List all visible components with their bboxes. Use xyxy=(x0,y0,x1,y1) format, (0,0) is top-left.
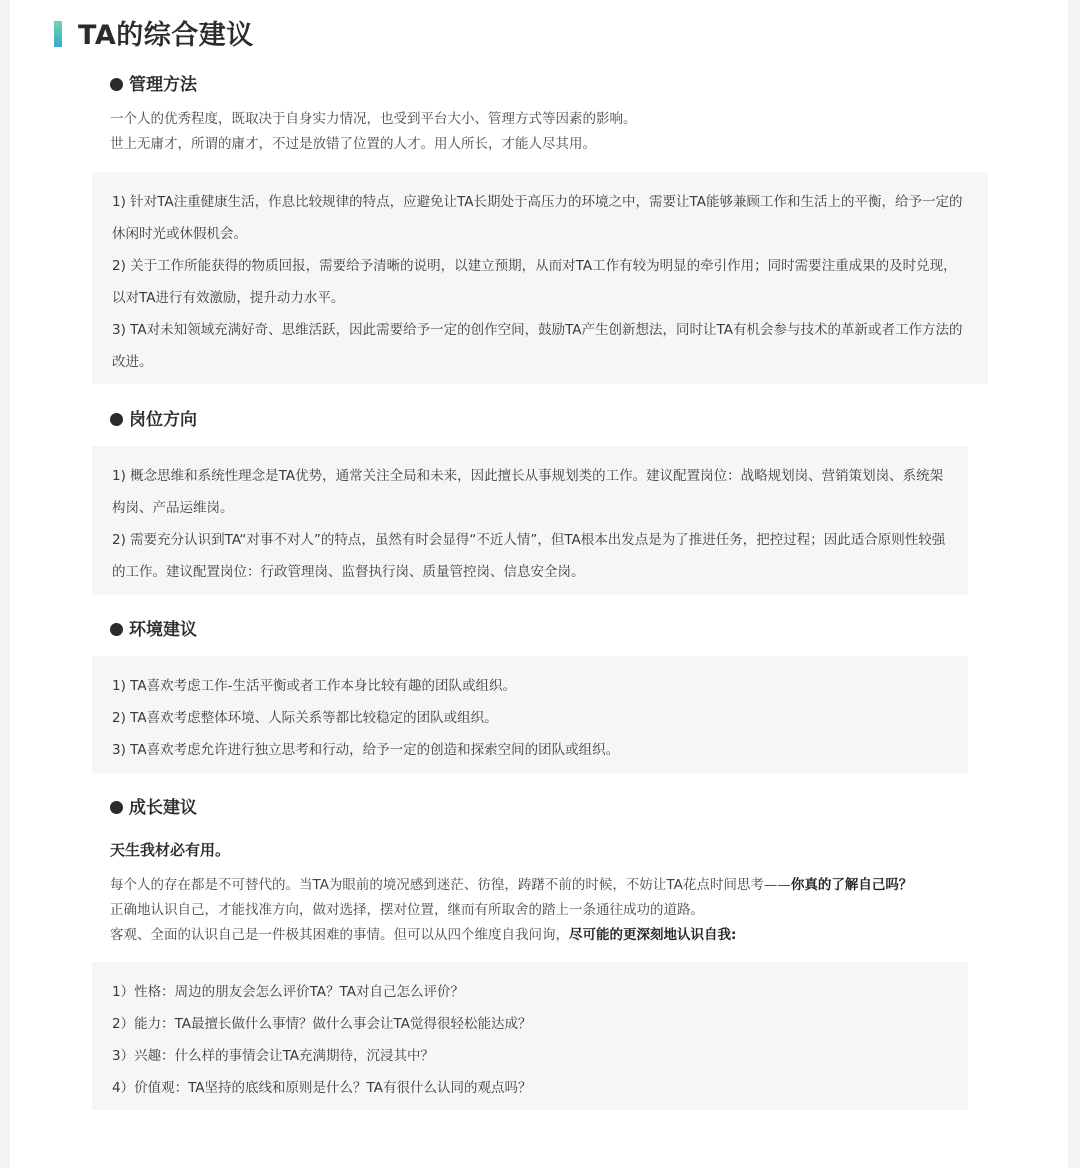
section-heading-growth xyxy=(110,795,197,821)
growth-questions-box xyxy=(92,962,968,1110)
list-item: 2）能力：TA最擅长做什么事情？做什么事会让TA觉得很轻松能达成？ xyxy=(112,1016,532,1032)
bullet-dot-icon xyxy=(110,78,123,91)
position-suggestions-box xyxy=(92,446,968,595)
intro-line: 正确地认识自己，才能找准方向，做对选择，摆对位置，继而有所取舍的踏上一条通往成功的道路。 xyxy=(110,902,704,918)
section-heading-label: 岗位方向 xyxy=(129,410,197,430)
intro-emphasis: 尽可能的更深刻地认识自我: xyxy=(569,927,737,943)
growth-intro xyxy=(110,873,990,948)
section-heading-label: 管理方法 xyxy=(129,75,197,95)
intro-text: 客观、全面的认识自己是一件极其困难的事情。但可以从四个维度自我问询， xyxy=(110,927,569,943)
list-item: 3）兴趣：什么样的事情会让TA充满期待，沉浸其中？ xyxy=(112,1048,435,1064)
title-accent-bar xyxy=(54,21,62,47)
list-item: 1）性格：周边的朋友会怎么评价TA？TA对自己怎么评价？ xyxy=(112,984,464,1000)
intro-line: 世上无庸才，所谓的庸才，不过是放错了位置的人才。用人所长，才能人尽其用。 xyxy=(110,136,596,152)
intro-emphasis: 你真的了解自己吗？ xyxy=(790,877,913,893)
list-item: 1) TA喜欢考虑工作-生活平衡或者工作本身比较有趣的团队或组织。 xyxy=(112,678,516,694)
report-page xyxy=(10,0,1068,1168)
list-item: 2) 关于工作所能获得的物质回报，需要给予清晰的说明，以建立预期，从而对TA工作有较为明显的牵引作用；同时需要注重成果的及时兑现，以对TA进行有效激励，提升动力水平。 xyxy=(112,258,957,306)
section-heading-label: 环境建议 xyxy=(129,620,197,640)
list-item: 3) TA喜欢考虑允许进行独立思考和行动，给予一定的创造和探索空间的团队或组织。 xyxy=(112,742,620,758)
page-title: TA的综合建议 xyxy=(78,20,254,51)
list-item: 4）价值观：TA坚持的底线和原则是什么？TA有很什么认同的观点吗？ xyxy=(112,1080,532,1096)
section-heading-label: 成长建议 xyxy=(129,798,197,818)
list-item: 2) TA喜欢考虑整体环境、人际关系等都比较稳定的团队或组织。 xyxy=(112,710,498,726)
intro-line xyxy=(110,923,990,948)
list-item: 3) TA对未知领域充满好奇、思维活跃，因此需要给予一定的创作空间，鼓励TA产生创新想法，同时让TA有机会参与技术的革新或者工作方法的改进。 xyxy=(112,322,963,370)
bullet-dot-icon xyxy=(110,413,123,426)
intro-line xyxy=(110,873,990,898)
bullet-dot-icon xyxy=(110,623,123,636)
intro-text: 每个人的存在都是不可替代的。当TA为眼前的境况感到迷茫、彷徨，踌躇不前的时候，不妨让TA花点时间思考—— xyxy=(110,877,791,893)
management-intro xyxy=(110,107,990,157)
section-heading-management xyxy=(110,72,197,98)
section-heading-environment xyxy=(110,617,197,643)
management-suggestions-box xyxy=(92,172,988,384)
intro-line: 一个人的优秀程度，既取决于自身实力情况，也受到平台大小、管理方式等因素的影响。 xyxy=(110,111,637,127)
list-item: 1) 针对TA注重健康生活，作息比较规律的特点，应避免让TA长期处于高压力的环境之中，需要让TA能够兼顾工作和生活上的平衡，给予一定的休闲时光或休假机会。 xyxy=(112,194,963,242)
bullet-dot-icon xyxy=(110,801,123,814)
growth-subheading: 天生我材必有用。 xyxy=(110,841,231,859)
environment-suggestions-box xyxy=(92,656,968,773)
list-item: 1) 概念思维和系统性理念是TA优势，通常关注全局和未来，因此擅长从事规划类的工作。建议配置岗位：战略规划岗、营销策划岗、系统架构岗、产品运维岗。 xyxy=(112,468,944,516)
section-heading-position xyxy=(110,407,197,433)
list-item: 2) 需要充分认识到TA“对事不对人”的特点，虽然有时会显得“不近人情”，但TA根本出发点是为了推进任务，把控过程；因此适合原则性较强的工作。建议配置岗位：行政管理岗、监督执行岗、质量管控岗、信息安全岗。 xyxy=(112,532,946,580)
